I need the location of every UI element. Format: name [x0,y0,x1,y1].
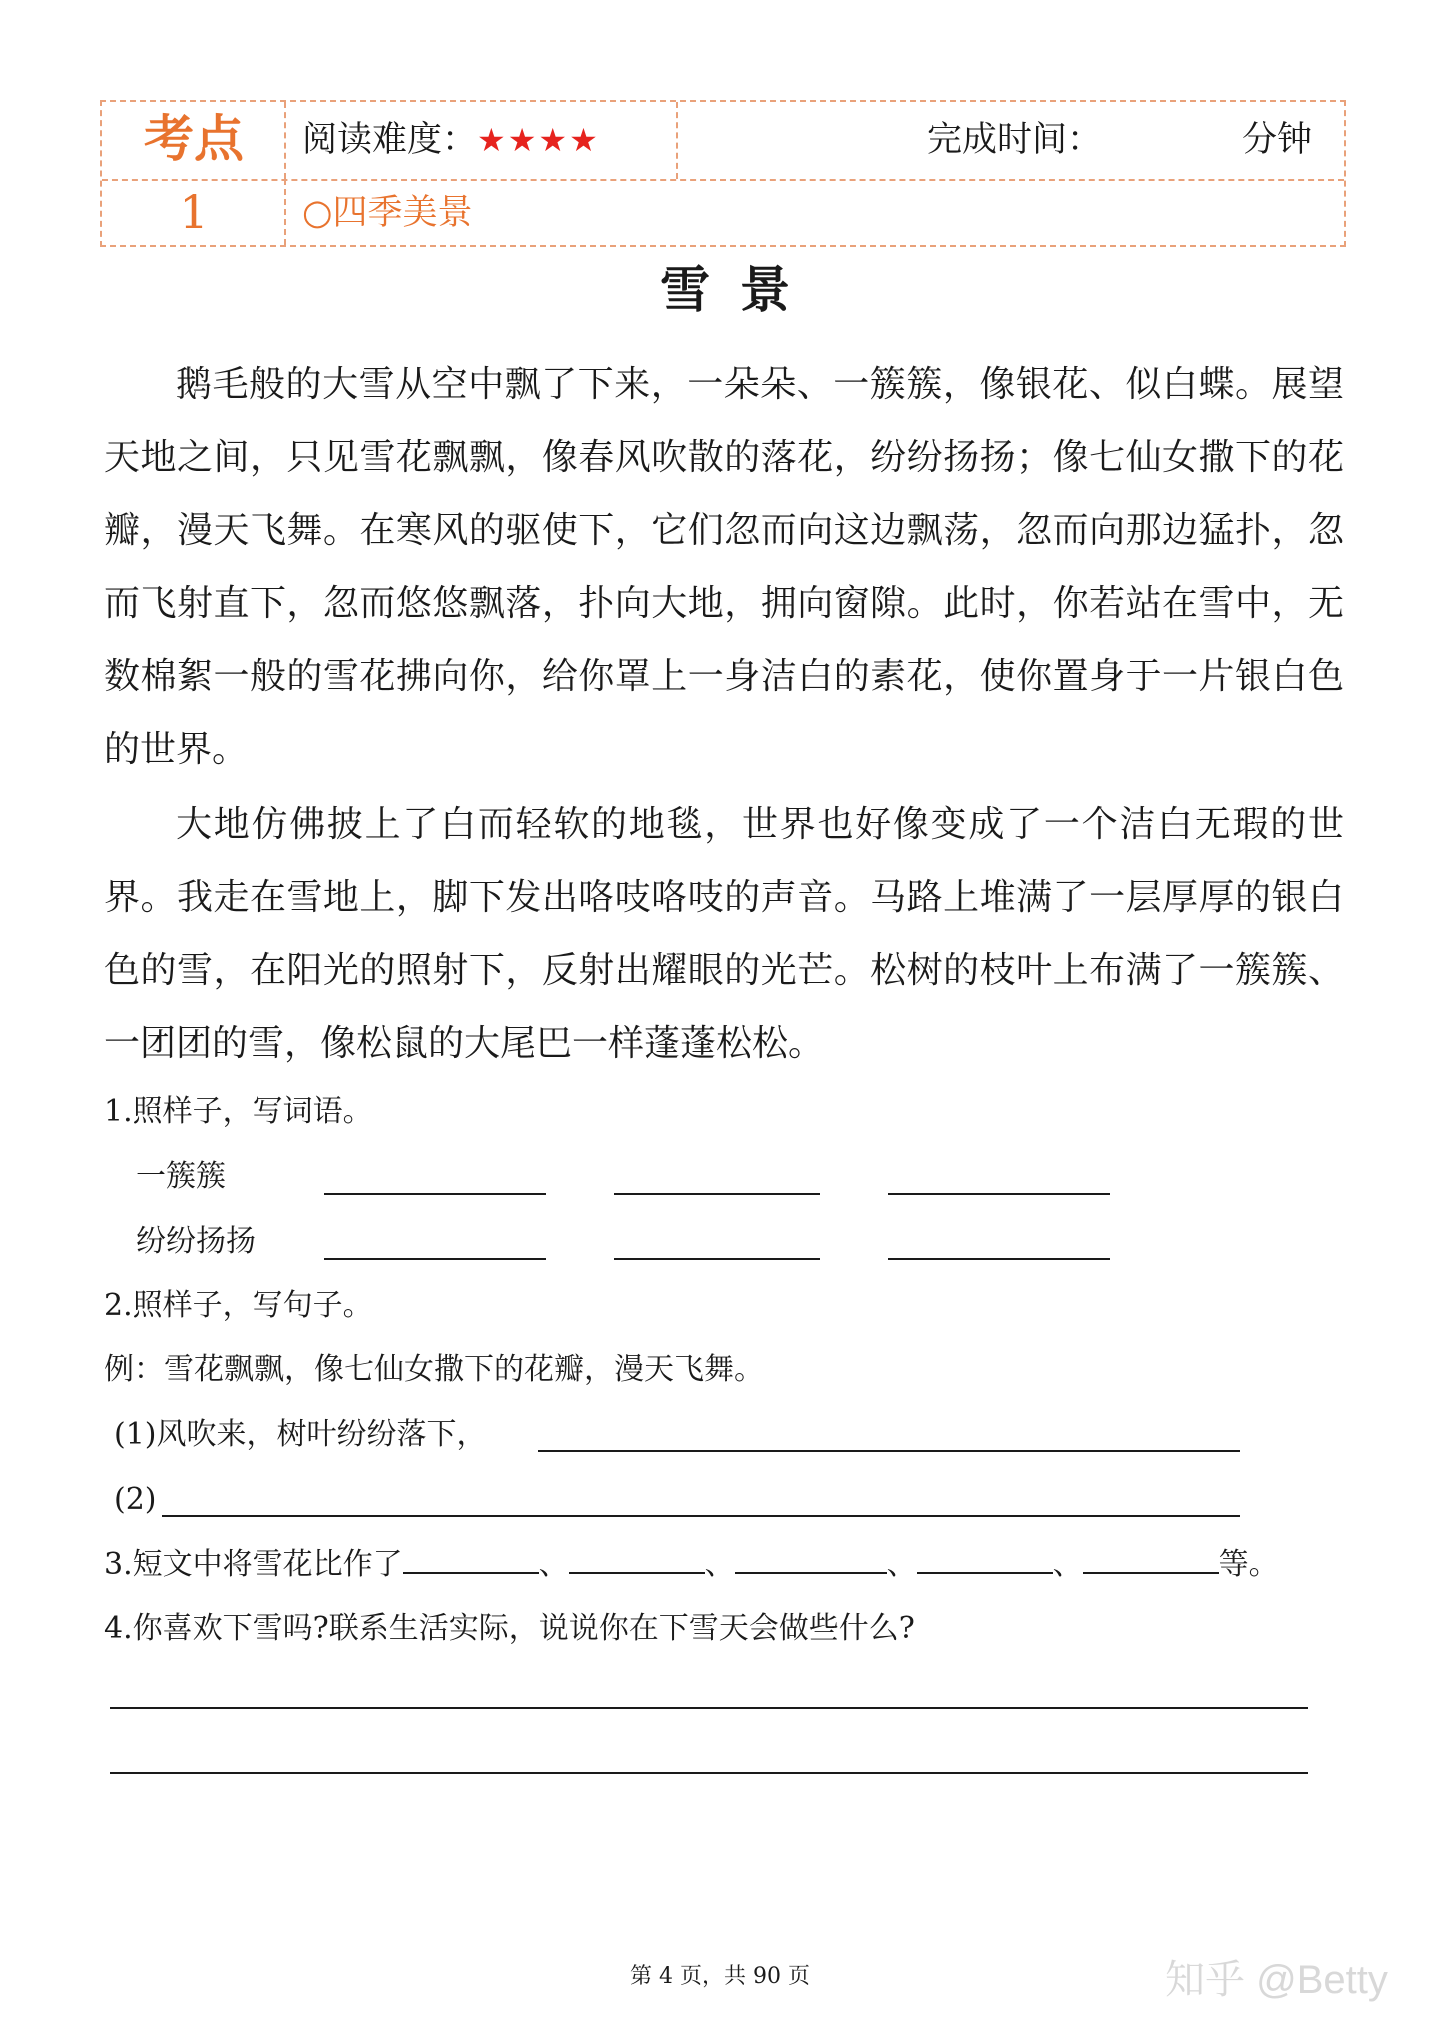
paragraph-2-text: 大地仿佛披上了白而轻软的地毯，世界也好像变成了一个洁白无瑕的世界。我走在雪地上，脚下发出咯吱咯吱的声音。马路上堆满了一层厚厚的银白色的雪，在阳光的照射下，反射出耀眼的光芒。松树的枝叶上布满了一簇簇、一团团的雪，像松鼠的大尾巴一样蓬蓬松松。 [104,804,1344,1064]
q1-word-2: 纷纷扬扬 [136,1224,256,1259]
point-number: 1 [179,185,209,239]
time-label: 完成时间： [927,120,1103,160]
q1-word-1: 一簇簇 [136,1159,226,1194]
paragraph-2 [104,788,1344,1080]
header-table [100,100,1346,247]
paragraph-1 [104,348,1344,786]
paragraph-1-text: 鹅毛般的大雪从空中飘了下来，一朵朵、一簇簇，像银花、似白蝶。展望天地之间，只见雪花飘飘，像春风吹散的落花，纷纷扬扬；像七仙女撒下的花瓣，漫天飞舞。在寒风的驱使下，它们忽而向这边飘荡，忽而向那边猛扑，忽而飞射直下，忽而悠悠飘落，扑向大地，拥向窗隙。此时，你若站在雪中，无数棉絮一般的雪花拂向你，给你罩上一身洁白的素花，使你置身于一片银白色的世界。 [104,364,1344,770]
difficulty-label [302,116,600,164]
q3-sep-4: 、 [1052,1547,1083,1582]
q2-item-1: (1)风吹来，树叶纷纷落下， [114,1417,487,1452]
minutes-label: 分钟 [1242,120,1313,160]
q2-item-2: (2) [114,1482,157,1517]
q3-sep-1: 、 [538,1547,569,1582]
q1-blank-2a[interactable] [324,1258,546,1260]
q3-prefix: 3.短文中将雪花比作了 [104,1547,403,1582]
q3-blank-5[interactable] [1083,1542,1219,1574]
topic-label: ○四季美景 [302,193,473,233]
difficulty-cell [286,102,678,179]
q3-blank-3[interactable] [735,1542,887,1574]
q1-blank-2b[interactable] [614,1258,820,1260]
question-2: 2.照样子，写句子。 [104,1288,373,1323]
difficulty-stars: ★★★★ [477,121,600,159]
page-title: 雪景 [660,260,820,319]
q3-blank-4[interactable] [917,1542,1053,1574]
header-row-1 [102,102,1344,181]
number-cell [102,179,286,245]
question-1: 1.照样子，写词语。 [104,1094,373,1129]
q2-example: 例：雪花飘飘，像七仙女撒下的花瓣，漫天飞舞。 [104,1352,764,1387]
q1-blank-2c[interactable] [888,1258,1110,1260]
q1-blank-1a[interactable] [324,1193,546,1195]
kaodian-label: 考点 [144,109,244,168]
question-3 [104,1542,1279,1587]
zhihu-watermark: 知乎 @Betty [1165,1958,1388,2002]
question-4: 4.你喜欢下雪吗?联系生活实际，说说你在下雪天会做些什么? [104,1611,915,1646]
q2-blank-1[interactable] [538,1450,1240,1452]
q4-answer-line-2[interactable] [110,1772,1308,1774]
kaodian-cell [102,102,286,179]
difficulty-text: 阅读难度： [302,120,478,160]
q1-blank-1b[interactable] [614,1193,820,1195]
q3-suffix: 等。 [1218,1547,1279,1582]
q4-answer-line-1[interactable] [110,1707,1308,1709]
q1-blank-1c[interactable] [888,1193,1110,1195]
q3-sep-3: 、 [886,1547,917,1582]
q3-sep-2: 、 [704,1547,735,1582]
header-row-2 [102,179,1344,245]
page-footer: 第 4 页，共 90 页 [630,1964,810,1989]
q3-blank-1[interactable] [403,1542,539,1574]
q3-blank-2[interactable] [569,1542,705,1574]
q2-blank-2[interactable] [162,1515,1240,1517]
